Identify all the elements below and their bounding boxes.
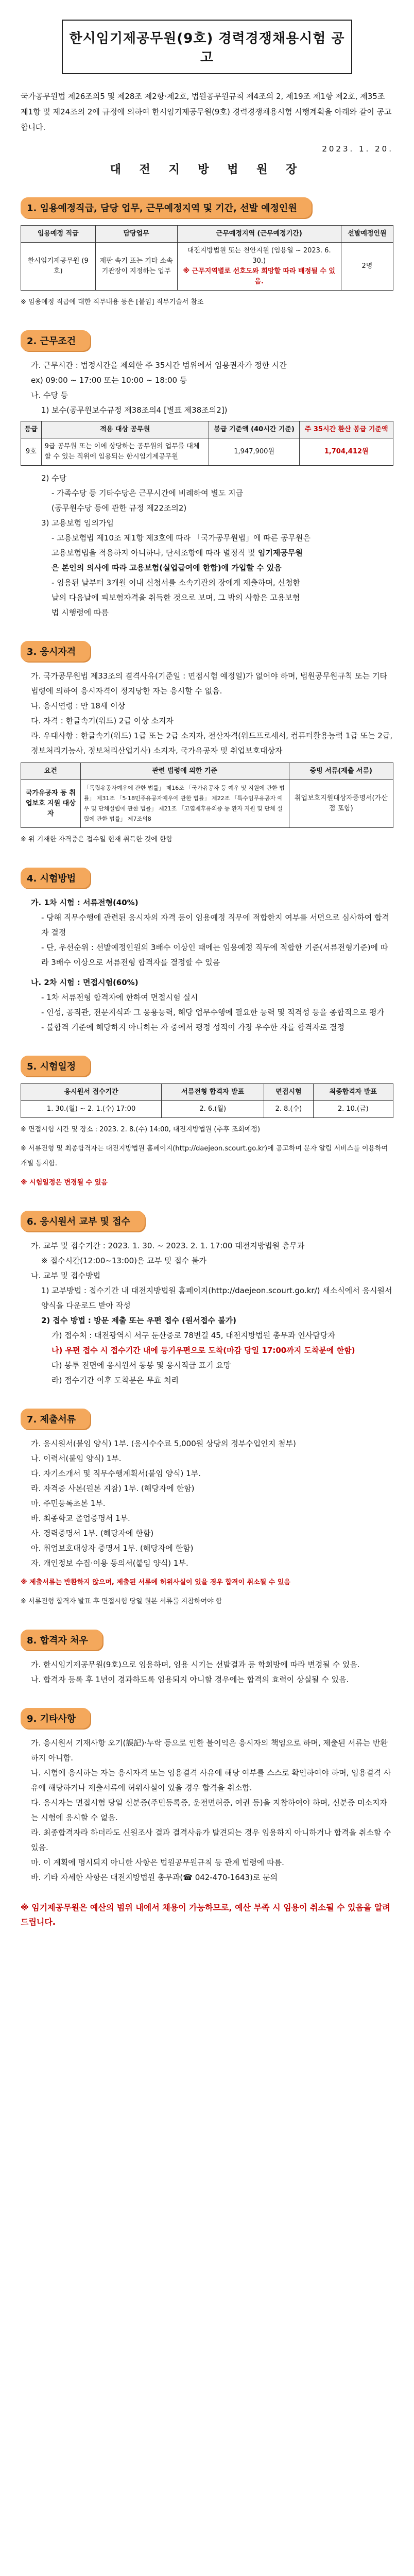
document-note: ※ 제출서류는 반환하지 않으며, 제출된 서류에 허위사실이 있을 경우 합격이 취소될 수 있음 xyxy=(21,1579,290,1586)
insurance-detail xyxy=(21,546,393,561)
table-cell: 2. 8.(수) xyxy=(264,1101,313,1118)
qualification-item: 나. 응시연령 : 만 18세 이상 xyxy=(31,701,126,710)
document-item: 바. 최종학교 졸업증명서 1부. xyxy=(31,1514,130,1523)
document-item: 다. 자기소개서 및 직무수행계획서(붙임 양식) 1부. xyxy=(31,1469,201,1478)
qualification-item: 다. 자격 : 한글속기(워드) 2급 이상 소지자 xyxy=(31,716,174,725)
salary-heading: 1) 보수(공무원보수규정 제38조의4 [별표 제38조의2]) xyxy=(41,405,228,415)
misc-item: 나. 시험에 응시하는 자는 응시자격 또는 임용결격 사유에 해당 여부를 스스로 확인하여야 하며, 임용결격 사유에 해당하거나 제출서류에 허위사실이 있을 경우 합격을 취소함. xyxy=(31,1768,391,1792)
salary-table xyxy=(21,421,393,466)
page-title: 한시임기제공무원(9호) 경력경쟁채용시험 공고 xyxy=(62,20,352,74)
allowance-sub: 2) 수당 xyxy=(41,473,67,483)
allowance-detail: - 가족수당 등 기타수당은 근무시간에 비례하여 별도 지급 xyxy=(51,488,244,498)
table-cell: 2명 xyxy=(341,243,393,291)
work-hours-example: ex) 09:00 ~ 17:00 또는 10:00 ~ 18:00 등 xyxy=(31,376,187,385)
table-header: 적용 대상 공무원 xyxy=(41,421,209,438)
exam-detail: - 단, 우선순위 : 선발예정인원의 3배수 이상인 때에는 임용예정 직무에 적합한 기준(서류전형기준)에 따라 3배수 이상으로 서류전형 합격자를 결정할 수 있음 xyxy=(41,943,388,967)
table-header: 근무예정지역 (근무예정기간) xyxy=(177,226,341,243)
section-3 xyxy=(21,641,393,847)
treatment-item: 나. 합격자 등록 후 1년이 경과하도록 임용되지 아니할 경우에는 합격의 효력이 상실될 수 있음. xyxy=(31,1675,349,1684)
table-cell: 1. 30.(월) ~ 2. 1.(수) 17:00 xyxy=(21,1101,162,1118)
exam-detail: - 1차 서류전형 합격자에 한하여 면접시험 실시 xyxy=(41,993,198,1002)
misc-item: 가. 응시원서 기재사항 오기(誤記)·누락 등으로 인한 불이익은 응시자의 책임으로 하며, 제출된 서류는 반환하지 아니함. xyxy=(31,1738,388,1762)
insurance-text-bold: 임기제공무원 xyxy=(255,548,303,557)
table-header: 담당업무 xyxy=(95,226,177,243)
place-text: 대전지방법원 또는 천안지원 (임용일 ~ 2023. 6. 30.) xyxy=(187,247,331,265)
exam-detail: - 불합격 기준에 해당하지 아니하는 자 중에서 평정 성적이 가장 우수한 자를 합격자로 결정 xyxy=(41,1023,345,1032)
section-1-note: ※ 임용예정 직급에 대한 직무내용 등은 [붙임] 직무기술서 참조 xyxy=(21,298,204,306)
document-note: ※ 서류전형 합격자 발표 후 면접시험 당일 원본 서류를 지참하여야 함 xyxy=(21,1598,222,1605)
table-header: 봉급 기준액 (40시간 기준) xyxy=(209,421,299,438)
table-header: 주 35시간 환산 봉급 기준액 xyxy=(300,421,393,438)
application-item: ※ 접수시간(12:00~13:00)은 교부 및 접수 불가 xyxy=(41,1256,207,1265)
allowance-heading: 나. 수당 등 xyxy=(31,391,68,400)
place-note: ※ 근무지역별로 선호도와 희망할 따라 배정될 수 있음. xyxy=(183,267,335,285)
section-9-heading: 9. 기타사항 xyxy=(21,1708,90,1728)
table-cell: 「독립유공자예우에 관한 법률」 제16조 「국가유공자 등 예우 및 지원에 관한 법률」 제31조 「5·18민주유공자예우에 관한 법률」 제22조 「특수임무유공자 예우 및 단체설립에 관한 법률」 제21조 「고엽제후유의증 등 환자 지원 및 단체 설립에 관한 법률」 제7조의8 xyxy=(80,780,289,828)
section-9 xyxy=(21,1708,393,1929)
section-7 xyxy=(21,1409,393,1609)
table-cell: 9급 공무원 또는 이에 상당하는 공무원의 업무를 대체할 수 있는 직위에 임용되는 한시임기제공무원 xyxy=(41,438,209,466)
table-header: 최종합격자 발표 xyxy=(313,1084,393,1101)
section-2-heading: 2. 근무조건 xyxy=(21,330,90,351)
section-8 xyxy=(21,1630,393,1687)
section-4 xyxy=(21,868,393,1035)
schedule-note: ※ 시험일정은 변경될 수 있음 xyxy=(21,1179,108,1187)
table-cell: 2. 10.(금) xyxy=(313,1101,393,1118)
misc-item: 다. 응시자는 면접시험 당일 신분증(주민등록증, 운전면허증, 여권 등)을 지참하여야 하며, 신분증 미소지자는 시험에 응시할 수 없음. xyxy=(31,1798,387,1822)
insurance-detail: 날의 다음날에 피보험자격을 취득한 것으로 보며, 그 밖의 사항은 고용보험 xyxy=(51,593,300,602)
table-header: 면접시험 xyxy=(264,1084,313,1101)
document-item: 라. 자격증 사본(원본 지참) 1부. (해당자에 한함) xyxy=(31,1484,195,1493)
insurance-text: 고용보험법을 적용하지 아니하나, 단서조항에 따라 별정직 및 xyxy=(51,548,255,557)
section-5 xyxy=(21,1056,393,1190)
table-cell xyxy=(177,243,341,291)
table-cell: 1,704,412원 xyxy=(300,438,393,466)
preference-table xyxy=(21,762,393,828)
table-cell: 국가유공자 등 취업보호 지원 대상자 xyxy=(21,780,81,828)
section-2 xyxy=(21,330,393,620)
section-4-heading: 4. 시험방법 xyxy=(21,868,90,888)
intro-paragraph: 국가공무원법 제26조의5 및 제28조 제2항·제2호, 법원공무원규칙 제4조의 2, 제19조 제1항 제2호, 제35조 제1항 및 제24조의 2에 규정에 의하여 한시임기제공무원(9호) 경력경쟁채용시험 시행계획을 아래와 같이 공고합니다. xyxy=(21,92,392,132)
announcement-page xyxy=(0,20,414,2576)
document-item: 가. 응시원서(붙임 양식) 1부. (응시수수료 5,000원 상당의 정부수입인지 첨부) xyxy=(31,1439,296,1448)
section-3-heading: 3. 응시자격 xyxy=(21,641,90,662)
table-header: 등급 xyxy=(21,421,42,438)
insurance-detail: 법 시행령에 따름 xyxy=(51,608,109,617)
misc-item: 바. 기타 자세한 사항은 대전지방법원 총무과(☎ 042-470-1643)로 문의 xyxy=(31,1873,278,1882)
application-item: 나) 우편 접수 시 접수기간 내에 등기우편으로 도착(마감 당일 17:00까지 도착분에 한함) xyxy=(51,1346,355,1355)
application-item: 1) 교부방법 : 접수기간 내 대전지방법원 홈페이지(http://daejeon.scourt.go.kr/) 새소식에서 응시원서 양식을 다운로드 받아 작성 xyxy=(41,1286,392,1310)
treatment-item: 가. 한시임기제공무원(9호)으로 임용하며, 임용 시기는 선발결과 등 학회방에 따라 변경될 수 있음. xyxy=(31,1660,360,1669)
insurance-detail: 은 본인의 의사에 따라 고용보험(실업급여에 한함)에 가입할 수 있음 xyxy=(51,563,282,572)
schedule-note: ※ 서류전형 및 최종합격자는 대전지방법원 홈페이지(http://daejeon.scourt.go.kr)에 공고하며 문자 알림 서비스를 이용하여 개별 통지함. xyxy=(21,1145,388,1167)
table-cell: 한시임기제공무원 (9호) xyxy=(21,243,96,291)
insurance-detail: - 임용된 날부터 3개월 이내 신청서를 소속기관의 장에게 제출하며, 신청한 xyxy=(51,578,300,587)
document-item: 마. 주민등록초본 1부. xyxy=(31,1499,106,1508)
application-item: 2) 접수 방법 : 방문 제출 또는 우편 접수 (원서접수 불가) xyxy=(41,1316,237,1325)
table-header: 서류전형 합격자 발표 xyxy=(162,1084,264,1101)
misc-item: 라. 최종합격자라 하더라도 신원조사 결과 결격사유가 발견되는 경우 임용하지 아니하거나 합격을 취소할 수 있음. xyxy=(31,1828,391,1852)
application-item: 라) 접수기간 이후 도착분은 무효 처리 xyxy=(51,1376,179,1385)
application-item: 나. 교부 및 접수방법 xyxy=(31,1271,100,1280)
document-item: 아. 취업보호대상자 증명서 1부. (해당자에 한함) xyxy=(31,1544,194,1553)
announcement-date: 2023. 1. 20. xyxy=(322,144,393,154)
section-1 xyxy=(21,197,393,310)
table-header: 증빙 서류(제출 서류) xyxy=(289,763,393,780)
section-6 xyxy=(21,1211,393,1388)
budget-warning: ※ 임기제공무원은 예산의 범위 내에서 채용이 가능하므로, 예산 부족 시 임용이 취소될 수 있음을 알려드립니다. xyxy=(21,1903,390,1927)
section-3-note: ※ 위 기재한 자격증은 접수일 현재 취득한 것에 한함 xyxy=(21,836,173,843)
application-item: 가. 교부 및 접수기간 : 2023. 1. 30. ~ 2023. 2. 1. 17:00 대전지방법원 총무과 xyxy=(31,1241,305,1250)
schedule-note: ※ 면접시험 시간 및 장소 : 2023. 2. 8.(수) 14:00, 대전지방법원 (추후 조회예정) xyxy=(21,1126,261,1133)
exam-detail: - 인성, 공직관, 전문지식과 그 응용능력, 해당 업무수행에 필요한 능력 및 적격성 등을 종합적으로 평가 xyxy=(41,1008,385,1017)
misc-item: 마. 이 계획에 명시되지 아니한 사항은 법원공무원규칙 등 관계 법령에 따름. xyxy=(31,1858,284,1867)
qualification-item: 가. 국가공무원법 제33조의 결격사유(기준일 : 면접시험 예정일)가 없어야 하며, 법원공무원규칙 또는 기타 법령에 의하여 응시자격이 정지당한 자는 응시할 수 없음. xyxy=(31,671,387,696)
table-cell: 재판 속기 또는 기타 소속 기관장이 지정하는 업무 xyxy=(95,243,177,291)
document-item: 사. 경력증명서 1부. (해당자에 한함) xyxy=(31,1529,154,1538)
document-item: 나. 이력서(붙임 양식) 1부. xyxy=(31,1454,122,1463)
exam-stage: 나. 2차 시험 : 면접시험(60%) xyxy=(31,978,139,987)
section-7-heading: 7. 제출서류 xyxy=(21,1409,90,1429)
work-hours: 가. 근무시간 : 법정시간을 제외한 주 35시간 범위에서 임용권자가 정한 시간 xyxy=(31,361,287,370)
signer: 대 전 지 방 법 원 장 xyxy=(110,163,304,176)
schedule-table xyxy=(21,1083,393,1118)
insurance-heading: 3) 고용보험 임의가입 xyxy=(41,518,114,528)
table-header: 임용예정 직급 xyxy=(21,226,96,243)
table-header: 관련 법령에 의한 기준 xyxy=(80,763,289,780)
table-header: 응시원서 접수기간 xyxy=(21,1084,162,1101)
application-item: 다) 봉투 전면에 응시원서 동봉 및 응시직급 표기 요망 xyxy=(51,1361,231,1370)
table-cell: 2. 6.(월) xyxy=(162,1101,264,1118)
section-6-heading: 6. 응시원서 교부 및 접수 xyxy=(21,1211,145,1231)
qualification-item: 라. 우대사항 : 한글속기(워드) 1급 또는 2급 소지자, 전산자격(워드프로세서, 컴퓨터활용능력 1급 또는 2급, 정보처리기능사, 정보처리산업기사) 소지자, 국가유공자 및 취업보호대상자 xyxy=(31,731,393,755)
table-cell: 1,947,900원 xyxy=(209,438,299,466)
document-item: 자. 개인정보 수집·이용 동의서(붙임 양식) 1부. xyxy=(31,1558,188,1568)
insurance-detail: - 고용보험법 제10조 제1항 제3호에 따라 「국가공무원법」에 따른 공무원은 xyxy=(51,533,310,543)
exam-stage: 가. 1차 시험 : 서류전형(40%) xyxy=(31,898,139,907)
allowance-detail: (공무원수당 등에 관한 규정 제22조의2) xyxy=(51,503,187,513)
section-5-heading: 5. 시험일정 xyxy=(21,1056,90,1076)
table-cell: 9호 xyxy=(21,438,42,466)
position-table xyxy=(21,225,393,291)
section-8-heading: 8. 합격자 처우 xyxy=(21,1630,102,1650)
application-item: 가) 접수처 : 대전광역시 서구 둔산중로 78번길 45, 대전지방법원 총무과 인사담당자 xyxy=(51,1331,335,1340)
section-1-heading: 1. 임용예정직급, 담당 업무, 근무예정지역 및 기간, 선발 예정인원 xyxy=(21,197,312,218)
table-header: 요건 xyxy=(21,763,81,780)
table-header: 선발예정인원 xyxy=(341,226,393,243)
table-cell: 취업보호지원대상자증명서(가산점 포함) xyxy=(289,780,393,828)
exam-detail: - 당해 직무수행에 관련된 응시자의 자격 등이 임용예정 직무에 적합한지 여부를 서면으로 심사하여 합격자 결정 xyxy=(41,913,389,937)
